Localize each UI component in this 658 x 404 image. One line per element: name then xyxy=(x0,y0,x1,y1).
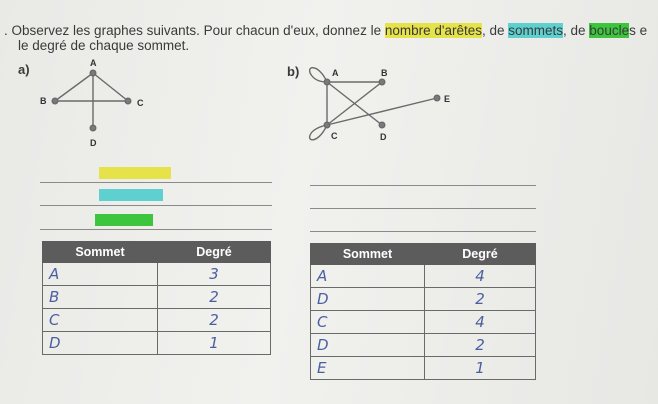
table-b-header-sommet: Sommet xyxy=(311,244,425,265)
graph-a-label-C: C xyxy=(137,98,144,108)
vertex-cell: D xyxy=(311,334,425,357)
graph-b xyxy=(310,68,440,140)
table-a-header-sommet: Sommet xyxy=(43,242,158,263)
vertex-cell: E xyxy=(311,357,425,380)
graph-a-label-D: D xyxy=(90,138,97,148)
graph-a-label-A: A xyxy=(90,58,97,68)
graph-a-label-B: B xyxy=(40,96,47,106)
graph-a-edge-AB xyxy=(55,73,93,101)
graph-b-node-C xyxy=(324,122,330,128)
graph-b-label: b) xyxy=(287,64,300,79)
table-row xyxy=(311,357,536,380)
vertex-cell: C xyxy=(43,309,158,332)
table-row xyxy=(311,265,536,288)
table-row xyxy=(43,309,271,332)
table-row xyxy=(311,288,536,311)
degree-cell: 4 xyxy=(425,311,536,334)
degree-table-b xyxy=(310,243,536,380)
vertex-cell: D xyxy=(311,288,425,311)
degree-cell: 2 xyxy=(158,309,271,332)
graph-b-node-E xyxy=(434,95,440,101)
edges-answer-mark xyxy=(99,167,171,179)
vertex-cell: D xyxy=(43,332,158,355)
graph-a-label: a) xyxy=(18,62,30,77)
degree-cell: 1 xyxy=(158,332,271,355)
bullet: . xyxy=(4,23,8,38)
highlight-edges: nombre d'arêtes xyxy=(384,23,482,38)
answer-line-a2 xyxy=(40,205,272,206)
answer-line-a3 xyxy=(40,229,272,230)
graph-b-node-B xyxy=(379,79,385,85)
vertices-answer-mark xyxy=(99,189,163,201)
loops-answer-mark xyxy=(95,214,153,226)
instruction-text: Observez les graphes suivants. Pour chacun d'eux, donnez le xyxy=(11,23,385,38)
graph-a-node-B xyxy=(52,98,58,104)
graph-b-label-B: B xyxy=(381,68,388,78)
graph-a-node-C xyxy=(125,98,131,104)
degree-table-a xyxy=(42,241,271,355)
vertex-cell: C xyxy=(311,311,425,334)
degree-cell: 2 xyxy=(425,288,536,311)
answer-line-b3 xyxy=(310,231,536,232)
vertex-cell: A xyxy=(43,263,158,286)
graph-a-node-D xyxy=(90,125,96,131)
vertex-cell: A xyxy=(311,265,425,288)
table-row xyxy=(311,311,536,334)
table-row xyxy=(43,286,271,309)
answer-line-b1 xyxy=(310,185,536,186)
graph-b-label-E: E xyxy=(444,94,451,104)
table-b-header-degre: Degré xyxy=(425,244,536,265)
graph-b-node-A xyxy=(324,79,330,85)
graph-b-label-D: D xyxy=(380,132,387,142)
degree-cell: 2 xyxy=(158,286,271,309)
degree-cell: 3 xyxy=(158,263,271,286)
table-row xyxy=(43,263,271,286)
instruction-tail: s e xyxy=(629,23,648,38)
highlight-loops: boucle xyxy=(589,23,630,38)
graph-a-node-A xyxy=(90,70,96,76)
graph-b-label-A: A xyxy=(332,68,339,78)
degree-cell: 4 xyxy=(425,265,536,288)
instruction-sep-2: , de xyxy=(563,23,590,38)
degree-cell: 1 xyxy=(425,357,536,380)
answer-line-b2 xyxy=(310,208,536,209)
highlight-vertices: sommets xyxy=(508,23,564,38)
graph-a-edge-AC xyxy=(93,73,128,101)
table-row xyxy=(43,332,271,355)
graph-b-label-C: C xyxy=(331,131,338,141)
graph-a xyxy=(52,70,131,131)
vertex-cell: B xyxy=(43,286,158,309)
instruction-line-2: le degré de chaque sommet. xyxy=(18,38,190,53)
graph-b-node-D xyxy=(379,122,385,128)
table-row xyxy=(311,334,536,357)
answer-line-a1 xyxy=(40,182,272,183)
instruction-sep-1: , de xyxy=(481,23,509,38)
degree-cell: 2 xyxy=(425,334,536,357)
table-a-header-degre: Degré xyxy=(158,242,271,263)
